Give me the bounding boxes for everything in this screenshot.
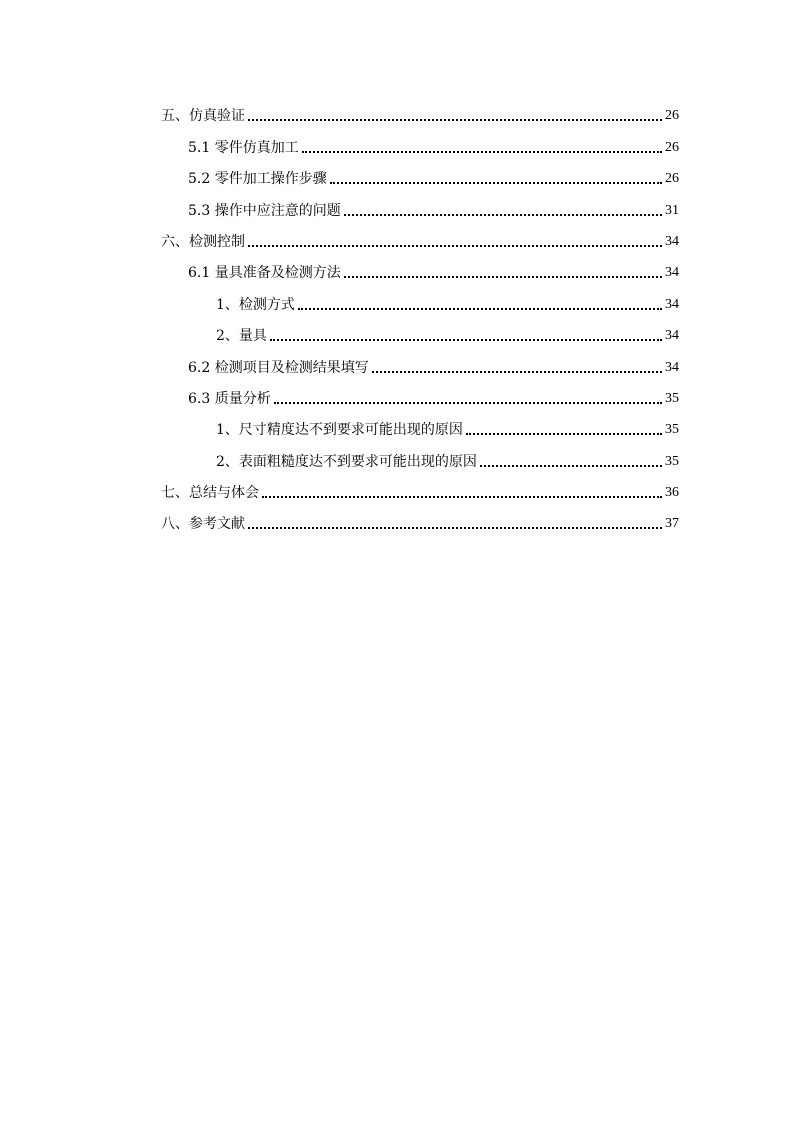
toc-dot-leader xyxy=(270,339,662,341)
toc-entry[interactable] xyxy=(161,189,679,220)
toc-entry-title: 2、量具 xyxy=(216,328,267,345)
toc-dot-leader xyxy=(372,371,662,373)
toc-entry-title: 6.3 质量分析 xyxy=(188,390,271,407)
toc-page-number: 34 xyxy=(665,296,679,312)
toc-entry[interactable] xyxy=(161,440,679,471)
toc-entry[interactable] xyxy=(161,315,679,346)
toc-entry-title: 七、总结与体会 xyxy=(161,485,259,502)
toc-dot-leader xyxy=(298,308,662,310)
toc-entry-title: 2、表面粗糙度达不到要求可能出现的原因 xyxy=(216,453,477,470)
toc-dot-leader xyxy=(330,182,662,184)
toc-page-number: 26 xyxy=(665,171,679,187)
toc-dot-leader xyxy=(248,245,662,247)
toc-entry-title: 5.3 操作中应注意的问题 xyxy=(188,202,341,219)
toc-entry[interactable] xyxy=(161,378,679,409)
toc-page-number: 35 xyxy=(665,390,679,406)
toc-page-number: 26 xyxy=(665,139,679,155)
toc-dot-leader xyxy=(344,276,662,278)
toc-entry[interactable] xyxy=(161,346,679,377)
toc-entry-title: 六、检测控制 xyxy=(161,233,245,250)
toc-entry[interactable] xyxy=(161,283,679,314)
toc-entry-title: 八、参考文献 xyxy=(161,516,245,533)
toc-dot-leader xyxy=(262,496,662,498)
toc-entry[interactable] xyxy=(161,95,679,126)
toc-page-number: 35 xyxy=(665,453,679,469)
toc-dot-leader xyxy=(274,402,662,404)
toc-entry[interactable] xyxy=(161,158,679,189)
toc-page-number: 34 xyxy=(665,233,679,249)
toc-dot-leader xyxy=(480,465,662,467)
toc-entry-title: 1、检测方式 xyxy=(216,296,295,313)
toc-entry[interactable] xyxy=(161,221,679,252)
toc-entry[interactable] xyxy=(161,252,679,283)
toc-page-number: 26 xyxy=(665,108,679,124)
toc-dot-leader xyxy=(248,119,662,121)
toc-entry-title: 1、尺寸精度达不到要求可能出现的原因 xyxy=(216,422,463,439)
toc-entry[interactable] xyxy=(161,472,679,503)
toc-entry[interactable] xyxy=(161,503,679,534)
toc-entry-title: 6.2 检测项目及检测结果填写 xyxy=(188,359,369,376)
toc-entry-title: 5.2 零件加工操作步骤 xyxy=(188,171,327,188)
toc-page-number: 34 xyxy=(665,359,679,375)
toc-dot-leader xyxy=(344,214,662,216)
toc-page-number: 34 xyxy=(665,328,679,344)
toc-entry-title: 6.1 量具准备及检测方法 xyxy=(188,265,341,282)
toc-page-number: 31 xyxy=(665,202,679,218)
toc-dot-leader xyxy=(302,151,662,153)
toc-entry[interactable] xyxy=(161,126,679,157)
toc-entry-title: 5.1 零件仿真加工 xyxy=(188,139,299,156)
table-of-contents xyxy=(161,95,679,534)
toc-page-number: 34 xyxy=(665,265,679,281)
toc-page-number: 37 xyxy=(665,516,679,532)
toc-dot-leader xyxy=(248,527,662,529)
toc-dot-leader xyxy=(466,433,662,435)
toc-entry[interactable] xyxy=(161,409,679,440)
toc-page-number: 36 xyxy=(665,485,679,501)
toc-page-number: 35 xyxy=(665,422,679,438)
toc-entry-title: 五、仿真验证 xyxy=(161,108,245,125)
